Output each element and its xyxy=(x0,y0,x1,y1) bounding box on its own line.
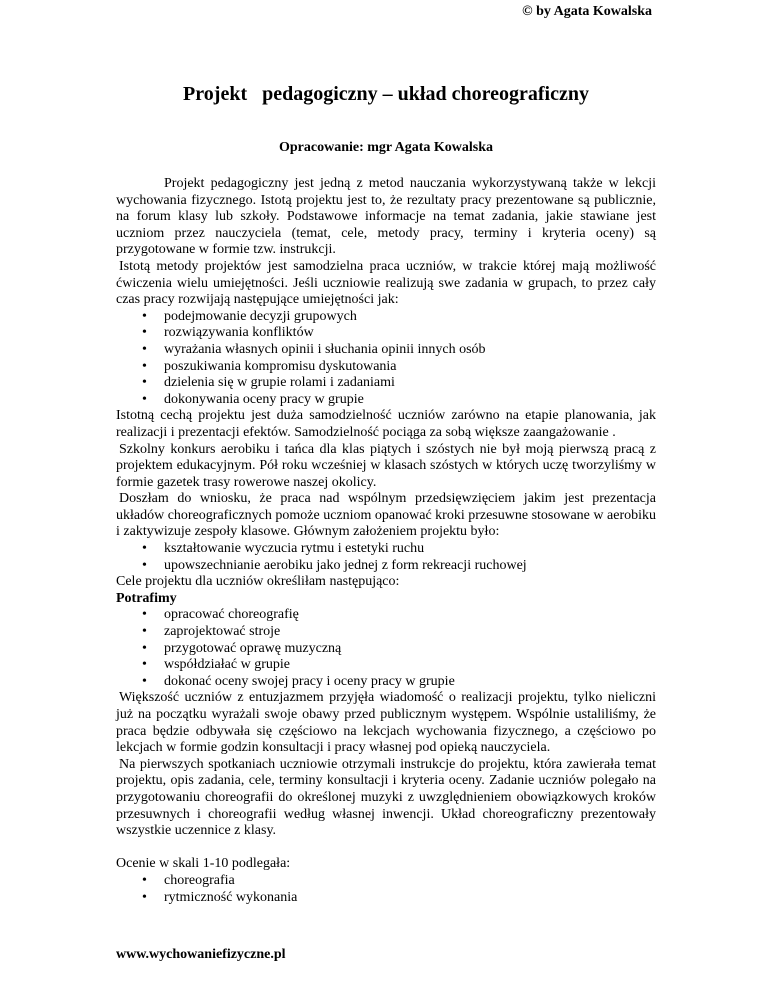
skills-list xyxy=(116,309,656,409)
paragraph-contest: Szkolny konkurs aerobiku i tańca dla klas piątych i szóstych nie był moją pierwszą pracą z projektem edukacyjnym. Pół roku wcześniej w klasach szóstych w których uczę tworzyliśmy w formie gazetek trasy rowerowe naszej okolicy. xyxy=(116,441,656,490)
list-item: • upowszechnianie aerobiku jako jednej z form rekreacji ruchowej xyxy=(116,558,656,575)
paragraph-conclusion: Doszłam do wniosku, że praca nad wspólnym przedsięwzięciem jakim jest prezentacja układów choreograficznych pomoże uczniom opanować kroki przesuwne stosowane w aerobiku i zaktywizuje zespoły klasowe. Głównym założeniem projektu było: xyxy=(116,491,656,540)
document-body xyxy=(116,176,656,906)
criteria-list xyxy=(116,873,656,906)
list-item: • poszukiwania kompromisu dyskutowania xyxy=(116,359,656,376)
list-item: • zaprojektować stroje xyxy=(116,624,656,641)
document-title: Projekt pedagogiczny – układ choreograficzny xyxy=(183,83,589,105)
list-item: • rozwiązywania konfliktów xyxy=(116,325,656,342)
list-item: • wyrażania własnych opinii i słuchania opinii innych osób xyxy=(116,342,656,359)
list-item: • choreografia xyxy=(116,873,656,890)
spacer xyxy=(116,840,656,857)
paragraph-first-meetings: Na pierwszych spotkaniach uczniowie otrzymali instrukcje do projektu, która zawierała temat projektu, opis zadania, cele, terminy konsultacji i kryteria oceny. Zadanie uczniów polegało na przygotowaniu choreografii do określonej muzyki z uwzględnieniem obowiązkowych kroków przesuwnych i choreografii według własnej inwencji. Układ choreograficzny prezentowały wszystkie uczennice z klasy. xyxy=(116,756,656,839)
paragraph-enthusiasm: Większość uczniów z entuzjazmem przyjęła wiadomość o realizacji projektu, tylko nieliczni już na początku wyrażali swoje obawy przed publicznym występem. Wspólnie ustaliliśmy, że praca będzie odbywała się częściowo na lekcjach wychowania fizycznego, a częściowo po lekcjach w formie godzin konsultacji i pracy własnej pod opieką nauczyciela. xyxy=(116,690,656,756)
paragraph-method: Istotą metody projektów jest samodzielna praca uczniów, w trakcie której mają możliwość ćwiczenia wielu umiejętności. Jeśli uczniowie realizują swe zadania w grupach, to przez cały czas pracy rozwijają następujące umiejętności jak: xyxy=(116,258,656,308)
list-item: • przygotować oprawę muzyczną xyxy=(116,641,656,658)
copyright-line: © by Agata Kowalska xyxy=(522,4,652,19)
goals-list xyxy=(116,607,656,690)
list-item: • dzielenia się w grupie rolami i zadaniami xyxy=(116,375,656,392)
footer-url: www.wychowaniefizyczne.pl xyxy=(116,947,286,962)
paragraph-independence: Istotną cechą projektu jest duża samodzielność uczniów zarówno na etapie planowania, jak realizacji i prezentacji efektów. Samodzielność pociąga za sobą większe zaangażowanie . xyxy=(116,408,656,440)
assumptions-list xyxy=(116,541,656,574)
document-author: Opracowanie: mgr Agata Kowalska xyxy=(278,140,493,155)
list-item: • dokonywania oceny pracy w grupie xyxy=(116,392,656,409)
list-item: • kształtowanie wyczucia rytmu i estetyki ruchu xyxy=(116,541,656,558)
paragraph-intro: Projekt pedagogiczny jest jedną z metod nauczania wykorzystywaną także w lekcji wychowania fizycznego. Istotą projektu jest to, że rezultaty pracy prezentowane są publicznie, na forum klasy lub szkoły. Podstawowe informacje na temat zadania, jakie stawiane jest uczniom przez nauczyciela (temat, cele, metody pracy, terminy i kryteria oceny) są przygotowane w formie tzw. instrukcji. xyxy=(116,176,656,258)
list-item: • współdziałać w grupie xyxy=(116,657,656,674)
paragraph-criteria-intro: Ocenie w skali 1-10 podlegała: xyxy=(116,856,291,872)
list-item: • dokonać oceny swojej pracy i oceny pracy w grupie xyxy=(116,674,656,691)
list-item: • opracować choreografię xyxy=(116,607,656,624)
paragraph-goals-intro: Cele projektu dla uczniów określiłam następująco: xyxy=(116,574,400,590)
list-item: • podejmowanie decyzji grupowych xyxy=(116,309,656,326)
goals-heading: Potrafimy xyxy=(116,590,177,606)
list-item: • rytmiczność wykonania xyxy=(116,890,656,907)
